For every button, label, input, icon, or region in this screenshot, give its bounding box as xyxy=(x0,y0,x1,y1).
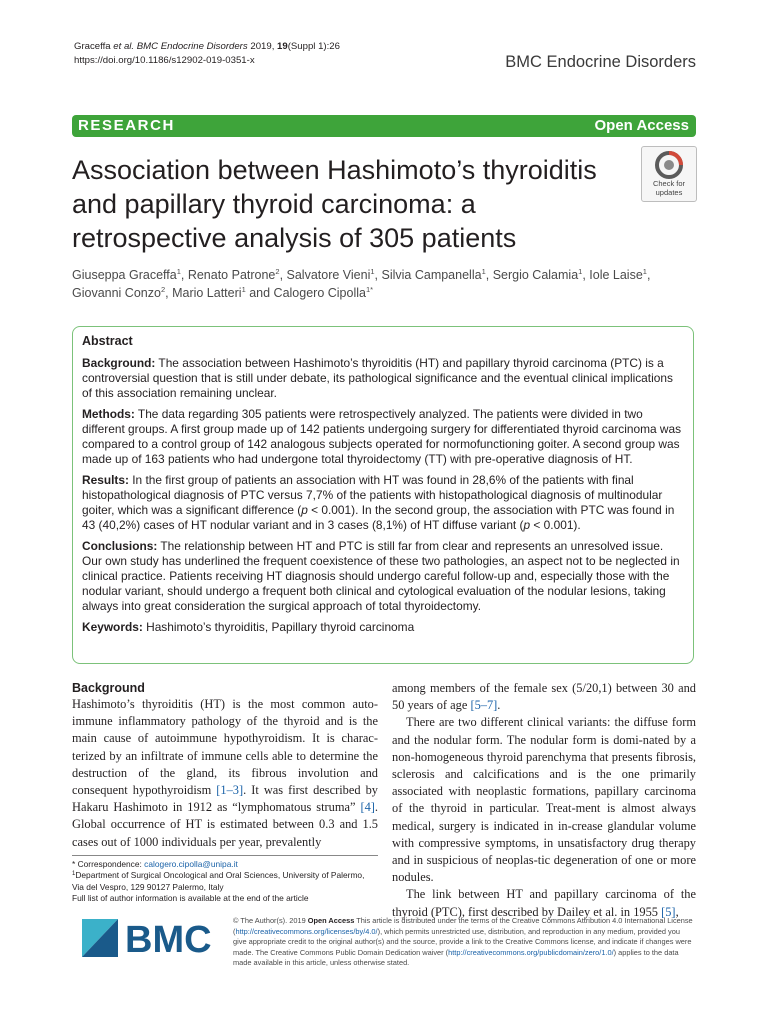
bmc-logo xyxy=(80,913,230,963)
body-paragraph: among members of the female sex (5/20,1) between 30 and 50 years of age [5–7]. xyxy=(392,681,696,713)
body-paragraph: There are two different clinical variants: the diffuse form and the nodular form. The nodular form is domi-nated by a non-homogeneous thyroid parenchyma that presents fibrosis, sclerosis and calcifications and is the one primarily associated with neoplastic formations, papillary carcinoma of the thyroid in particular. Treat-ment is almost always medical, surgery is indicated in in-crease glandular volume with compressive symptoms, in unsatisfactory drug therapy and in suspicious of neoplas-tic degeneration of one or more nodules. xyxy=(392,715,696,885)
doi-link[interactable]: https://doi.org/10.1186/s12902-019-0351-x xyxy=(74,55,255,66)
abstract-conclusions: Conclusions: The relationship between HT and PTC is still far from clear and represents an unresolved issue. Our own study has underlined the frequent coexistence of these two pathologies, an aspect not to be neglected in clinical practice. Patients receiving HT diagnosis should undergo careful follow-up and, especially those with the nodular variant, should undergo a frequent both clinical and cytological evaluation of the nodular lesions, taking always into great consideration the surgical approach of total thyroidectomy. xyxy=(82,539,680,613)
author[interactable]: Silvia Campanella$^1$ xyxy=(381,267,486,282)
body-column-left xyxy=(72,680,378,851)
badge-text: Check for updates xyxy=(652,179,686,197)
check-for-updates-icon xyxy=(655,151,683,179)
correspondence: * Correspondence: calogero.cipolla@unipa.it xyxy=(72,859,238,869)
author[interactable]: Mario Latteri$^1$ xyxy=(172,285,246,300)
footnotes xyxy=(72,855,378,904)
citation-volume: 19 xyxy=(277,41,288,52)
bmc-logo-text: BMC xyxy=(125,919,212,961)
journal-name: BMC Endocrine Disorders xyxy=(505,53,696,71)
abstract-keywords: Keywords: Hashimoto’s thyroiditis, Papillary thyroid carcinoma xyxy=(82,620,415,634)
abstract-box xyxy=(72,326,694,664)
author[interactable]: Sergio Calamia$^1$ xyxy=(492,267,583,282)
reference-link[interactable]: [5–7] xyxy=(470,698,498,713)
article-title: Association between Hashimoto’s thyroiditis and papillary thyroid carcinoma: a retrospective analysis of 305 patients xyxy=(72,155,597,253)
abstract-results: Results: In the first group of patients an association with HT was found in 28,6% of the patients with final histopathological diagnosis of PTC versus 7,7% of the patients with histopathological diagnosis of multinodular goiter, which was a significant difference (p < 0.001). In the second group, the association with PTC was found in 43 (40,2%) cases of HT nodular variant and in 3 cases (8,1%) of HT diffuse variant (p < 0.001). xyxy=(82,473,675,532)
check-for-updates-badge[interactable] xyxy=(641,146,697,202)
citation-line: Graceffa et al. BMC Endocrine Disorders 2019, 19(Suppl 1):26 xyxy=(74,41,340,52)
reference-link[interactable]: [1–3] xyxy=(216,783,244,798)
article-type-label: RESEARCH xyxy=(78,117,175,134)
body-column-right xyxy=(392,680,696,921)
correspondence-email-link[interactable]: calogero.cipolla@unipa.it xyxy=(144,859,238,869)
license-link[interactable]: http://creativecommons.org/licenses/by/4.0/ xyxy=(235,926,378,936)
author[interactable]: Giovanni Conzo$^2$ xyxy=(72,285,166,300)
reference-link[interactable]: [5] xyxy=(661,904,676,919)
abstract-heading: Abstract xyxy=(82,334,133,348)
reference-link[interactable]: [4] xyxy=(360,800,375,815)
public-domain-link[interactable]: http://creativecommons.org/publicdomain/zero/1.0/ xyxy=(448,947,614,957)
article-type-banner xyxy=(72,115,696,137)
author[interactable]: Calogero Cipolla$^{1*}$ xyxy=(273,285,374,300)
author[interactable]: Salvatore Vieni$^1$ xyxy=(286,267,375,282)
author[interactable]: Iole Laise$^1$ xyxy=(589,267,647,282)
section-heading-background: Background xyxy=(72,681,145,695)
full-list-note: Full list of author information is available at the end of the article xyxy=(72,892,309,903)
body-paragraph: Hashimoto’s thyroiditis (HT) is the most common auto-immune inflammatory pathology of the thyroid and is the main cause of autoimmune hypothyroidism. It is charac-terized by an infiltrate of immune cells able to determine the destruction of the gland, its fibrous involution and consequent hypothyroidism [1–3]. It was first described by Hakaru Hashimoto in 1912 as “lymphomatous struma” [4]. Global occurrence of HT is estimated between 0.3 and 1.5 cases out of 1000 individuals per year, prevalently xyxy=(72,697,378,849)
affiliation: $^1$Department of Surgical Oncological and Oral Sciences, University of Palermo, Via del Vespro, 129 90127 Palermo, Italy xyxy=(72,870,365,892)
body-paragraph: The link between HT and papillary carcinoma of the thyroid (PTC), first described by Dailey et al. in 1955 [5], xyxy=(392,887,696,919)
abstract-methods: Methods: The data regarding 305 patients were retrospectively analyzed. The patients were divided in two different groups. A first group made up of 142 patients undergoing surgery for differentiated thyroid carcinoma was compared to a control group of 142 analogous subjects operated for normofunctioning goiter. A second group was made up of 163 patients who had undergone total thyroidectomy (TT) with pre-operative diagnosis of HT. xyxy=(82,407,682,466)
license-statement: © The Author(s). 2019 Open Access This article is distributed under the terms of the Creative Commons Attribution 4.0 International License (http://creativecommons.org/licenses/by/4.0/), which permits unrestricted use, distribution, and reproduction in any medium, provided you give appropriate credit to the original author(s) and the source, provide a link to the Creative Commons license, and indicate if changes were made. The Creative Commons Public Domain Dedication waiver (http://creativecommons.org/publicdomain/zero/1.0/) applies to the data made available in this article, unless otherwise stated. xyxy=(233,916,693,967)
author[interactable]: Renato Patrone$^2$ xyxy=(187,267,280,282)
citation-journal: BMC Endocrine Disorders xyxy=(134,41,248,52)
citation-etal: et al. xyxy=(113,41,135,52)
abstract-background: Background: The association between Hashimoto’s thyroiditis (HT) and papillary thyroid carcinoma (PTC) is a controversial question that is still under debate, its pathological significance and the eventual clinical implications of this association remaining unclear. xyxy=(82,356,673,400)
citation-header xyxy=(74,40,340,68)
author[interactable]: Giuseppa Graceffa$^1$ xyxy=(72,267,181,282)
author-list: Giuseppa Graceffa$^1$, Renato Patrone$^2$, Salvatore Vieni$^1$, Silvia Campanella$^1$, Sergio Calamia$^1$, Iole Laise$^1$, Giovanni Conzo$^2$, Mario Latteri$^1$ and Calogero Cipolla$^{1*}$ xyxy=(72,267,651,300)
open-access-label: Open Access xyxy=(594,117,689,134)
